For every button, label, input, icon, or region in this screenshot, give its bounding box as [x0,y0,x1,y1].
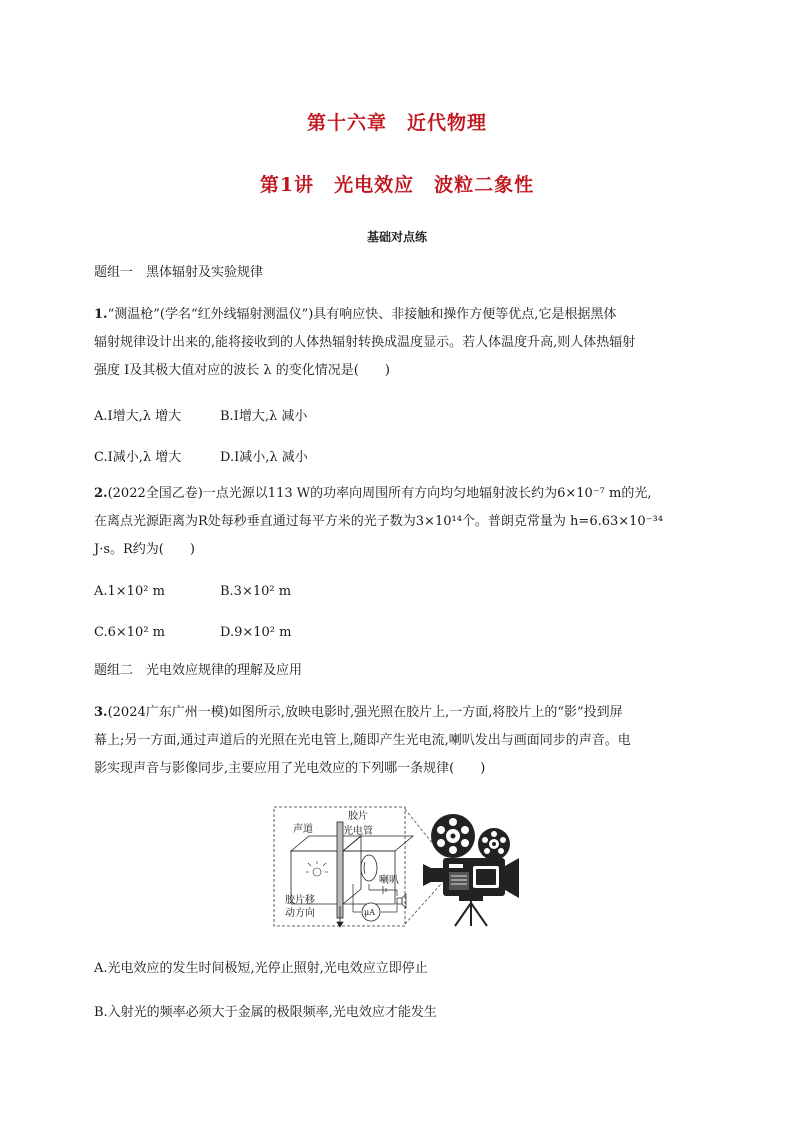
q3-line-2: 幕上;另一方面,通过声道后的光照在光电管上,随即产生光电流,喇叭发出与画面同步的声音。电 [94,733,631,748]
group-1-heading: 题组一 黑体辐射及实验规律 [94,265,264,280]
q1-text-1: “测温枪”(学名“红外线辐射测温仪”)具有响应快、非接触和操作方便等优点,它是根据黑体 [107,307,617,322]
label-speaker: 喇叭 [379,875,399,886]
q3-text-1: (2024广东广州一模)如图所示,放映电影时,强光照在胶片上,一方面,将胶片上的“影”投到屏 [107,705,623,720]
chapter-title: 第十六章 近代物理 [306,112,487,134]
projector-diagram [273,806,533,928]
lamp-icon [306,861,328,876]
phototube-icon [361,855,377,881]
q1-line-1 [94,308,704,321]
lesson-title: 第1讲 光电效应 波粒二象性 [259,174,535,196]
label-film-move-1: 胶片移 [285,895,315,906]
q1-option-b: B.I增大,λ 减小 [220,409,308,424]
section-label: 基础对点练 [366,230,427,244]
film-strip [337,822,343,927]
q1-line-3: 强度 I及其极大值对应的波长 λ 的变化情况是( ) [94,363,390,378]
q3-line-1 [94,706,704,719]
label-film-move-2: 动方向 [285,908,315,919]
label-film: 胶片 [348,811,368,822]
q2-line-1 [94,487,704,500]
q2-number: 2. [94,486,108,501]
q3-option-b: B.入射光的频率必须大于金属的极限频率,光电效应才能发生 [94,1005,437,1020]
q2-option-d: D.9×10² m [220,625,292,640]
q2-option-c: C.6×10² m [94,625,165,640]
q1-option-c: C.I减小,λ 增大 [94,450,182,465]
q2-option-a: A.1×10² m [94,584,165,599]
q3-option-a: A.光电效应的发生时间极短,光停止照射,光电效应立即停止 [94,961,428,976]
light-box [291,836,413,904]
q1-line-2: 辐射规律设计出来的,能将接收到的人体热辐射转换成温度显示。若人体温度升高,则人体热辐射 [94,335,636,350]
label-phototube: 光电管 [343,826,373,837]
label-meter: μA [364,908,375,917]
q2-line-3: J·s。R约为( ) [94,542,195,557]
q3-number: 3. [94,705,108,720]
movie-projector-icon [423,814,519,926]
q2-line-2: 在离点光源距离为R处每秒垂直通过每平方米的光子数为3×10¹⁴个。普朗克常量为 h=6.63×10⁻³⁴ [94,514,663,529]
q1-option-d: D.I减小,λ 减小 [220,450,308,465]
q2-option-b: B.3×10² m [220,584,292,599]
group-2-heading: 题组二 光电效应规律的理解及应用 [94,663,303,678]
label-sound-track: 声道 [293,824,313,835]
q3-line-3: 影实现声音与影像同步,主要应用了光电效应的下列哪一条规律( ) [94,761,486,776]
q1-option-a: A.I增大,λ 增大 [94,409,182,424]
q1-number: 1. [94,307,108,322]
q2-text-1: (2022全国乙卷)一点光源以113 W的功率向周围所有方向均匀地辐射波长约为6×10⁻⁷ m的光, [107,486,652,501]
